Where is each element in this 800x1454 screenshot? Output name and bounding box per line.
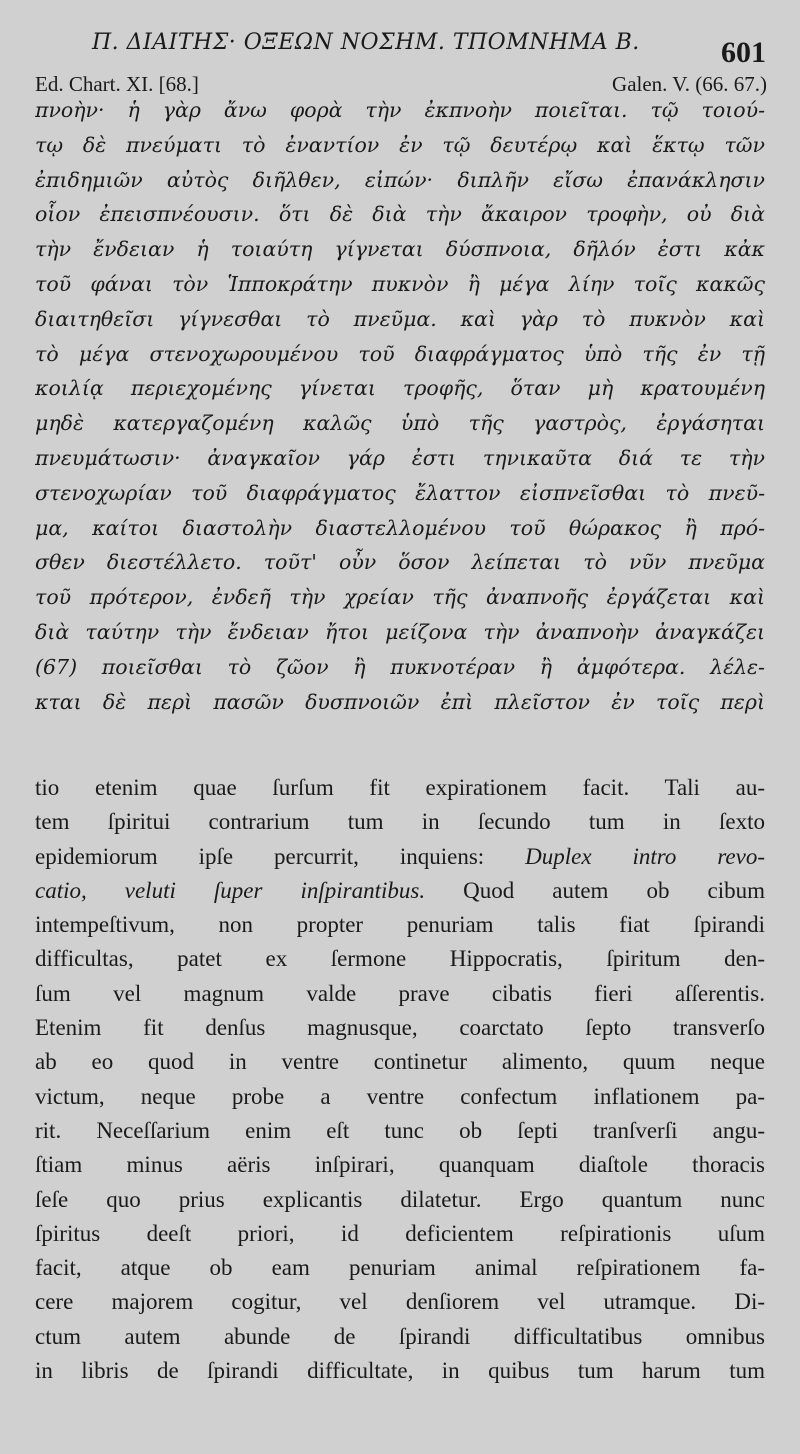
greek-line: σθεν διεστέλλετο. τοῦτ' οὖν ὅσον λείπεται τὸ νῦν πνεῦμα bbox=[35, 550, 765, 575]
greek-line: κται δὲ περὶ πασῶν δυσπνοιῶν ἐπὶ πλεῖστον ἐν τοῖς περὶ bbox=[35, 689, 765, 714]
greek-text-block bbox=[35, 93, 765, 719]
latin-line: ab eo quod in ventre continetur alimento, quum neque bbox=[35, 1049, 765, 1075]
greek-line: μηδὲ κατεργαζομένη καλῶς ὑπὸ τῆς γαστρὸς, ἐργάσηται bbox=[35, 411, 765, 436]
greek-line: οἷον ἐπεισπνέουσιν. ὅτι δὲ διὰ τὴν ἄκαιρον τροφὴν, οὐ διὰ bbox=[35, 202, 765, 227]
latin-line: in libris de ſpirandi difficultate, in quibus tum harum tum bbox=[35, 1358, 765, 1384]
greek-line: τὴν ἔνδειαν ἡ τοιαύτη γίγνεται δύσπνοια, δῆλόν ἐστι κἀκ bbox=[35, 237, 765, 262]
greek-line: κοιλίᾳ περιεχομένης γίνεται τροφῆς, ὅταν μὴ κρατουμένη bbox=[35, 376, 765, 401]
greek-line: διὰ ταύτην τὴν ἔνδειαν ἤτοι μείζονα τὴν ἀναπνοὴν ἀναγκάζει bbox=[35, 619, 765, 644]
latin-line: difficultas, patet ex ſermone Hippocratis, ſpiritum den- bbox=[35, 946, 765, 972]
greek-line: τὸ μέγα στενοχωρουμένου τοῦ διαφράγματος ὑπὸ τῆς ἐν τῇ bbox=[35, 341, 765, 366]
edition-reference-galen: Galen. V. (66. 67.) bbox=[612, 72, 767, 96]
greek-line: τοῦ φάναι τὸν Ἱπποκράτην πυκνὸν ἢ μέγα λίην τοῖς κακῶς bbox=[35, 271, 765, 296]
latin-line-with-quotation bbox=[35, 840, 765, 874]
latin-line-with-quotation bbox=[35, 874, 765, 908]
latin-line: cere majorem cogitur, vel denſiorem vel utramque. Di- bbox=[35, 1289, 765, 1315]
greek-line: τοῦ πρότερον, ἐνδεῆ τὴν χρείαν τῆς ἀναπνοῆς ἐργάζεται καὶ bbox=[35, 585, 765, 610]
greek-line: διαιτηθεῖσι γίγνεσθαι τὸ πνεῦμα. καὶ γὰρ τὸ πυκνὸν καὶ bbox=[35, 306, 765, 331]
latin-line-text: Quod autem ob cibum bbox=[425, 877, 765, 903]
edition-reference-chartier: Ed. Chart. XI. [68.] bbox=[35, 72, 199, 96]
greek-line: πνευμάτωσιν· ἀναγκαῖον γάρ ἐστι τηνικαῦτα διά τε τὴν bbox=[35, 445, 765, 470]
latin-line: tio etenim quae ſurſum fit expirationem facit. Tali au- bbox=[35, 775, 765, 800]
latin-line: ſtiam minus aëris inſpirari, quanquam diaſtole thoracis bbox=[35, 1152, 765, 1178]
greek-line: ἐπιδημιῶν αὐτὸς διῆλθεν, εἰπών· διπλῆν εἴσω ἐπανάκλησιν bbox=[35, 167, 765, 192]
greek-line: (67) ποιεῖσθαι τὸ ζῶον ἢ πυκνοτέραν ἢ ἀμφότερα. λέλε- bbox=[35, 654, 765, 679]
latin-line: rit. Neceſſarium enim eſt tunc ob ſepti tranſverſi angu- bbox=[35, 1117, 765, 1143]
latin-line: intempeſtivum, non propter penuriam talis fiat ſpirandi bbox=[35, 912, 765, 938]
hippocrates-quotation: Duplex intro revo- bbox=[525, 843, 765, 869]
latin-line-text: epidemiorum ipſe percurrit, inquiens: bbox=[35, 843, 526, 869]
latin-line: ſum vel magnum valde prave cibatis fieri aſſerentis. bbox=[35, 980, 765, 1006]
greek-line: τῳ δὲ πνεύματι τὸ ἐναντίον ἐν τῷ δευτέρῳ καὶ ἕκτῳ τῶν bbox=[35, 132, 765, 157]
running-title: Π. ΔΙΑΙΤΗΣ· ΟΞΕΩΝ ΝΟΣΗΜ. ΤΠΟΜΝΗΜΑ Β. bbox=[92, 30, 640, 55]
latin-line: facit, atque ob eam penuriam animal reſpirationem fa- bbox=[35, 1255, 765, 1281]
hippocrates-quotation: catio, veluti ſuper inſpirantibus. bbox=[35, 877, 426, 903]
latin-text-block bbox=[35, 771, 765, 1388]
greek-line: μα, καίτοι διαστολὴν διαστελλομένου τοῦ θώρακος ἢ πρό- bbox=[35, 515, 765, 540]
latin-line: victum, neque probe a ventre confectum inflationem pa- bbox=[35, 1083, 765, 1109]
latin-line: ſeſe quo prius explicantis dilatetur. Ergo quantum nunc bbox=[35, 1186, 765, 1212]
greek-line: πνοὴν· ἡ γὰρ ἄνω φορὰ τὴν ἐκπνοὴν ποιεῖται. τῷ τοιού- bbox=[35, 98, 765, 122]
latin-line: tem ſpiritui contrarium tum in ſecundo tum in ſexto bbox=[35, 809, 765, 835]
greek-line: στενοχωρίαν τοῦ διαφράγματος ἔλαττον εἰσπνεῖσθαι τὸ πνεῦ- bbox=[35, 480, 765, 505]
latin-line: Etenim fit denſus magnusque, coarctato ſepto transverſo bbox=[35, 1015, 765, 1041]
page-number: 601 bbox=[721, 36, 766, 69]
latin-line: ctum autem abunde de ſpirandi difficultatibus omnibus bbox=[35, 1323, 765, 1349]
latin-line: ſpiritus deeſt priori, id deficientem reſpirationis uſum bbox=[35, 1220, 765, 1246]
